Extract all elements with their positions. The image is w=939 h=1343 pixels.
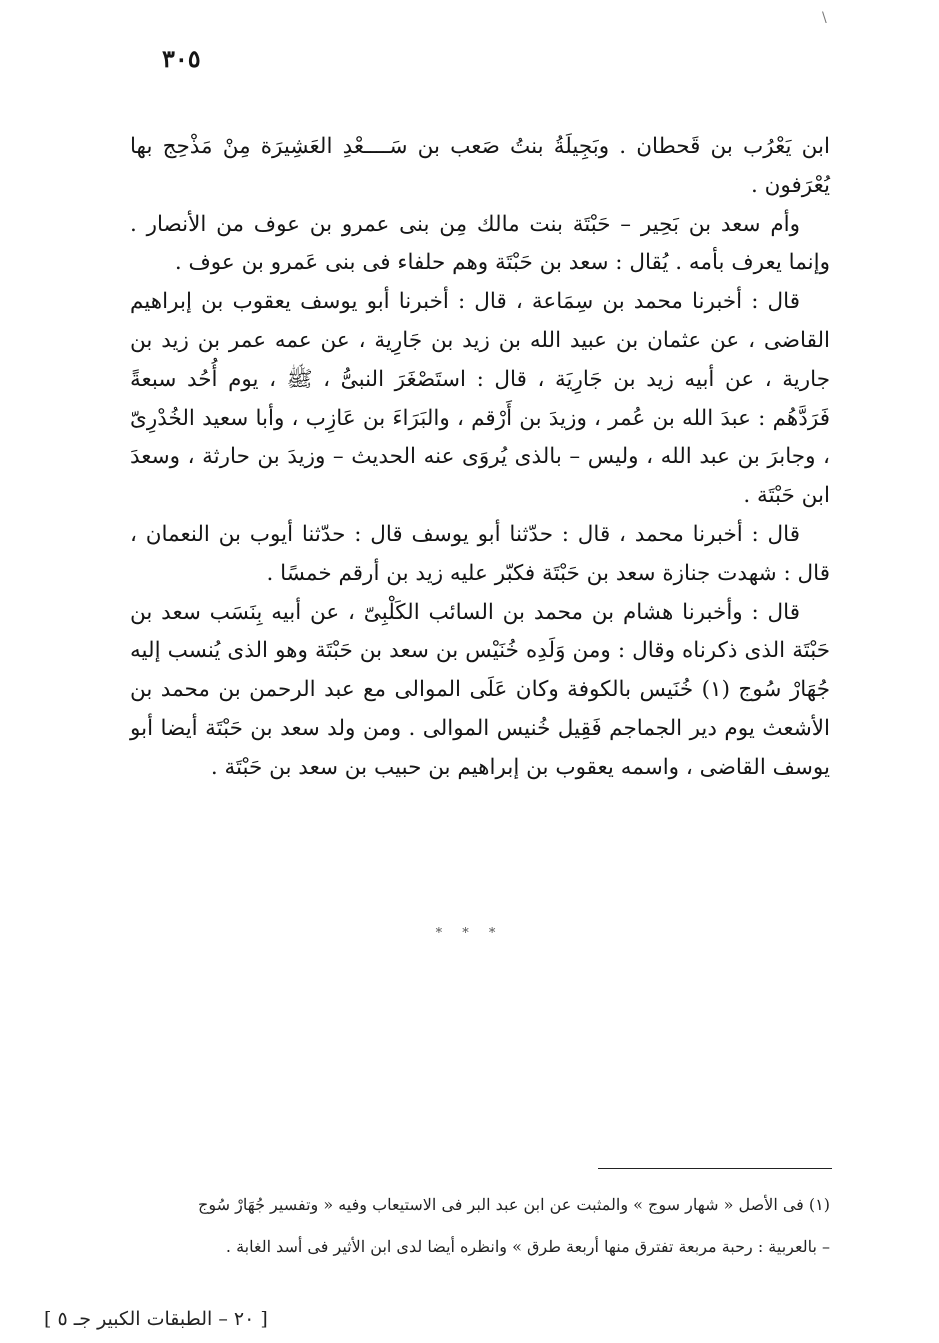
footnote-rule	[598, 1168, 832, 1169]
page-footer: [ ٢٠ – الطبقات الكبير جـ ٥ ]	[44, 1308, 268, 1330]
paragraph-4: قال : أخبرنا محمد ، قال : حدّثنا أبو يوسف قال : حدّثنا أيوب بن النعمان ، قال : شهدت جنازة سعد بن حَبْتَة فكبّر عليه زيد بن أرقم خمسًا .	[130, 521, 830, 586]
paragraph-1: ابن يَعْرُب بن قَحطان . وبَجِيلَةُ بنتُ صَعب بن سَــــعْدِ العَشِيرَة مِنْ مَذْحِج بها يُعْرَفون .	[130, 134, 830, 198]
paragraph-5: قال : وأخبرنا هشام بن محمد بن السائب الكَلْبِىّ ، عن أبيه بِنَسَب سعد بن حَبْتَة الذى ذكرناه وقال : ومن وَلَدِه خُنَيْس بن سعد بن حَبْتَة وهو الذى يُنسب إليه جُهَارْ سُوج (١) خُنَيس بالكوفة وكان عَلَى الموالى مع عبد الرحمن بن محمد بن الأشعث يوم دير الجماجم فَقِيل خُنيس الموالى . ومن ولد سعد بن حَبْتَة أيضا أبو يوسف القاضى ، واسمه يعقوب بن إبراهيم بن حبيب بن سعد بن حَبْتَة .	[130, 599, 830, 780]
footnote-line-1: (١) فى الأصل « شهار سوج » والمثبت عن ابن عبد البر فى الاستيعاب وفيه « وتفسير جُهَارْ سُوج	[198, 1195, 830, 1214]
footnote-line-2: – بالعربية : رحبة مربعة تفترق منها أربعة طرق » وانظره أيضا لدى ابن الأثير فى أسد الغابة .	[225, 1237, 830, 1256]
section-separator: * * *	[435, 926, 504, 941]
body-text	[130, 128, 830, 788]
corner-mark: \	[822, 10, 827, 26]
paragraph-3: قال : أخبرنا محمد بن سِمَاعة ، قال : أخبرنا أبو يوسف يعقوب بن إبراهيم القاضى ، عن عثمان بن عبيد الله بن زيد بن جَارِية ، عن عمه عمر بن زيد بن جارية ، عن أبيه زيد بن جَارِيَة ، قال : استَصْغَرَ النبىُّ ، ﷺ ، يوم أُحُد سبعةً فَرَدَّهُم : عبدَ الله بن عُمر ، وزيدَ بن أَرْقم ، والبَرَاءَ بن عَازِب ، وأبا سعيد الخُدْرِىّ ، وجابرَ بن عبد الله ، وليس – بالذى يُروَى عنه الحديث – وزيدَ بن حارثة ، وسعدَ ابن حَبْتَة .	[130, 289, 830, 509]
page-number: ٣٠٥	[162, 44, 201, 73]
paragraph-2: وأم سعد بن بَحِير – حَبْتَة بنت مالك مِن بنى عمرو بن عوف من الأنصار . وإنما يعرف بأمه . يُقال : سعد بن حَبْتَة وهم حلفاء فى بنى عَمرو بن عوف .	[130, 211, 830, 276]
footnotes	[130, 1184, 830, 1268]
